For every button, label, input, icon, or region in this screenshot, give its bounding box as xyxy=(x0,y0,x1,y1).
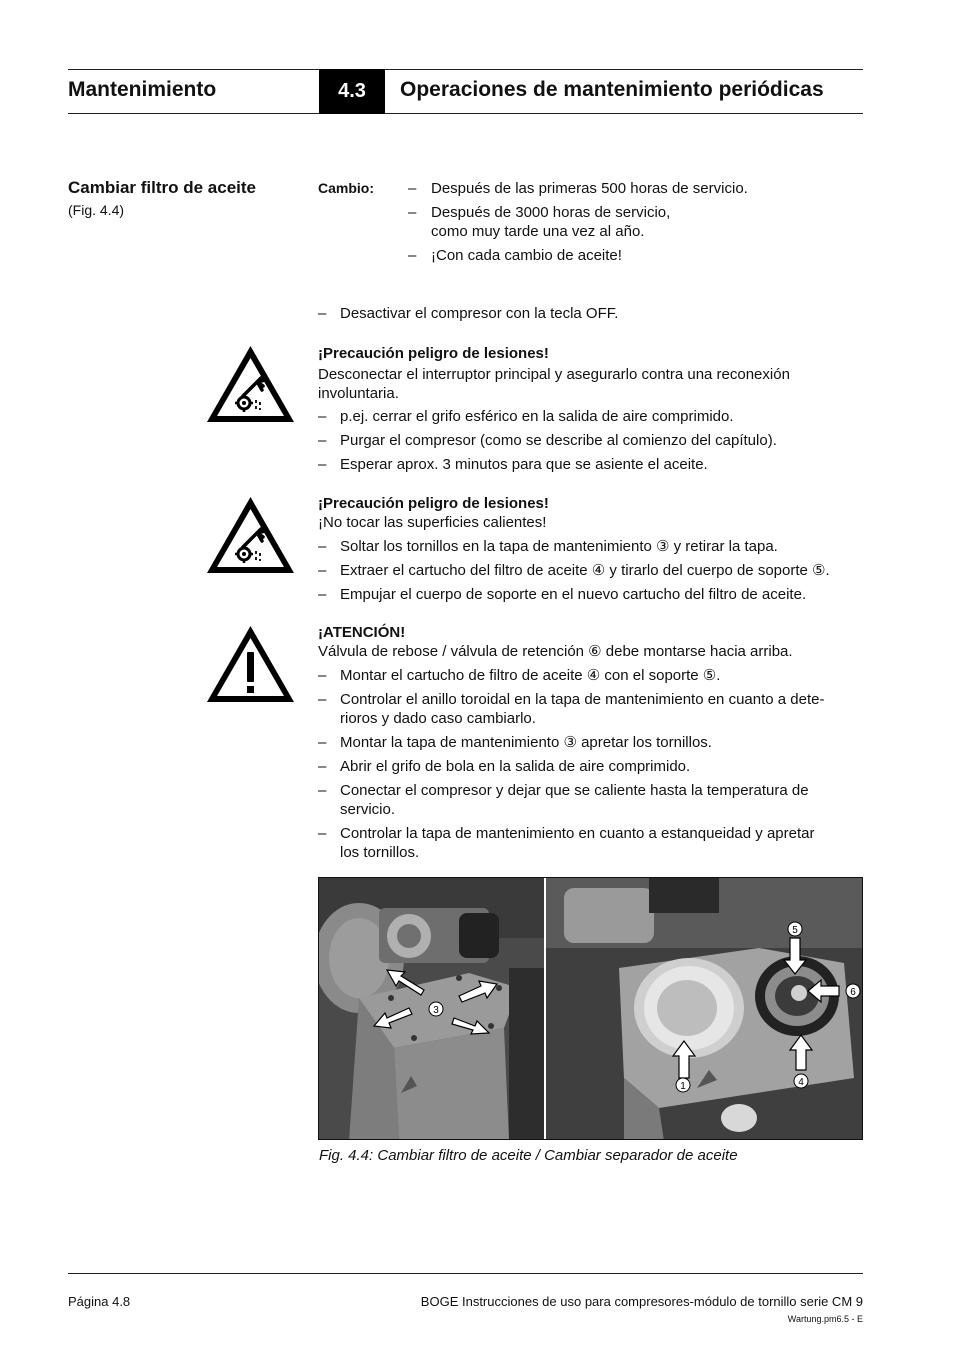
attention-item-text: Abrir el grifo de bola en la salida de aire comprimido. xyxy=(340,758,691,775)
dash: – xyxy=(318,734,327,751)
marker-label: 5 xyxy=(792,925,798,936)
dash: – xyxy=(318,586,327,603)
attention-item-text: Montar la tapa de mantenimiento ③ apretar los tornillos. xyxy=(340,734,712,751)
attention-item xyxy=(318,666,863,686)
hand-hazard-warning-icon xyxy=(205,495,296,575)
attention-item-text: Controlar la tapa de mantenimiento en cuanto a estanqueidad y apretar xyxy=(340,825,815,842)
step-item xyxy=(318,304,863,324)
dash: – xyxy=(318,691,327,708)
cambio-item xyxy=(408,246,848,266)
warning-item-text: Soltar los tornillos en la tapa de mantenimiento ③ y retirar la tapa. xyxy=(340,538,778,555)
chapter-title: Mantenimiento xyxy=(68,78,217,101)
dash: – xyxy=(318,758,327,775)
dash: – xyxy=(408,247,417,264)
file-reference: Wartung.pm6.5 - E xyxy=(787,1314,863,1324)
marker-label: 1 xyxy=(680,1081,686,1092)
header-top-rule xyxy=(68,69,863,70)
hand-hazard-warning-icon xyxy=(205,344,296,424)
cambio-text: como muy tarde una vez al año. xyxy=(431,223,645,240)
figure-caption: Fig. 4.4: Cambiar filtro de aceite / Cambiar separador de aceite xyxy=(319,1147,738,1164)
warning-item-text: Purgar el compresor (como se describe al comienzo del capítulo). xyxy=(340,432,777,449)
attention-item xyxy=(318,781,863,821)
attention-item-text: servicio. xyxy=(340,801,396,818)
cambio-text: Después de 3000 horas de servicio, xyxy=(431,204,671,221)
warning-item-text: Esperar aprox. 3 minutos para que se asiente el aceite. xyxy=(340,456,708,473)
attention-item-text: los tornillos. xyxy=(340,844,420,861)
dash: – xyxy=(318,408,327,425)
warning-text: Desconectar el interruptor principal y asegurarlo contra una reconexión xyxy=(318,366,790,383)
exclamation-warning-icon xyxy=(205,624,296,704)
warning-item-text: Extraer el cartucho del filtro de aceite ④ y tirarlo del cuerpo de soporte ⑤. xyxy=(340,562,830,579)
warning-item xyxy=(318,455,863,475)
warning-item xyxy=(318,537,863,557)
section-title: Operaciones de mantenimiento periódicas xyxy=(400,78,824,101)
warning-item xyxy=(318,561,863,581)
figure-reference: (Fig. 4.4) xyxy=(68,202,125,218)
attention-item-text: Montar el cartucho de filtro de aceite ④ con el soporte ⑤. xyxy=(340,667,721,684)
warning-item-text: p.ej. cerrar el grifo esférico en la salida de aire comprimido. xyxy=(340,408,734,425)
dash: – xyxy=(408,180,417,197)
attention-item xyxy=(318,757,863,777)
dash: – xyxy=(318,305,327,322)
warning-text: ¡No tocar las superficies calientes! xyxy=(318,514,547,531)
dash: – xyxy=(408,204,417,221)
side-heading: Cambiar filtro de aceite xyxy=(68,178,257,197)
warning-title: ¡Precaución peligro de lesiones! xyxy=(318,495,549,512)
marker-label: 3 xyxy=(433,1005,439,1016)
warning-item xyxy=(318,585,863,605)
page-number: Página 4.8 xyxy=(68,1294,131,1309)
cambio-label: Cambio: xyxy=(318,180,374,196)
cambio-item xyxy=(408,203,848,243)
attention-item xyxy=(318,690,863,730)
dash: – xyxy=(318,456,327,473)
dash: – xyxy=(318,825,327,842)
attention-item xyxy=(318,824,863,864)
attention-title: ¡ATENCIÓN! xyxy=(318,624,406,641)
figure-photos xyxy=(318,877,863,1140)
cambio-text: ¡Con cada cambio de aceite! xyxy=(431,247,622,264)
cambio-item xyxy=(408,179,848,199)
warning-item xyxy=(318,431,863,451)
attention-item-text: rioros y dado caso cambiarlo. xyxy=(340,710,536,727)
attention-item xyxy=(318,733,863,753)
section-number: 4.3 xyxy=(319,69,385,114)
dash: – xyxy=(318,667,327,684)
compressor-photo xyxy=(319,878,863,1140)
step-text: Desactivar el compresor con la tecla OFF. xyxy=(340,305,619,322)
dash: – xyxy=(318,432,327,449)
marker-label: 6 xyxy=(850,987,856,998)
dash: – xyxy=(318,562,327,579)
cambio-text: Después de las primeras 500 horas de servicio. xyxy=(431,180,748,197)
header-bottom-rule xyxy=(68,113,863,114)
dash: – xyxy=(318,782,327,799)
marker-label: 4 xyxy=(798,1077,804,1088)
attention-item-text: Conectar el compresor y dejar que se caliente hasta la temperatura de xyxy=(340,782,809,799)
warning-item xyxy=(318,407,863,427)
warning-text: involuntaria. xyxy=(318,385,399,402)
dash: – xyxy=(318,538,327,555)
document-title: BOGE Instrucciones de uso para compresores-módulo de tornillo serie CM 9 xyxy=(420,1294,863,1309)
footer-rule xyxy=(68,1273,863,1274)
attention-item-text: Controlar el anillo toroidal en la tapa de mantenimiento en cuanto a dete- xyxy=(340,691,825,708)
attention-text: Válvula de rebose / válvula de retención ⑥ debe montarse hacia arriba. xyxy=(318,643,793,660)
warning-title: ¡Precaución peligro de lesiones! xyxy=(318,345,549,362)
warning-item-text: Empujar el cuerpo de soporte en el nuevo cartucho del filtro de aceite. xyxy=(340,586,807,603)
